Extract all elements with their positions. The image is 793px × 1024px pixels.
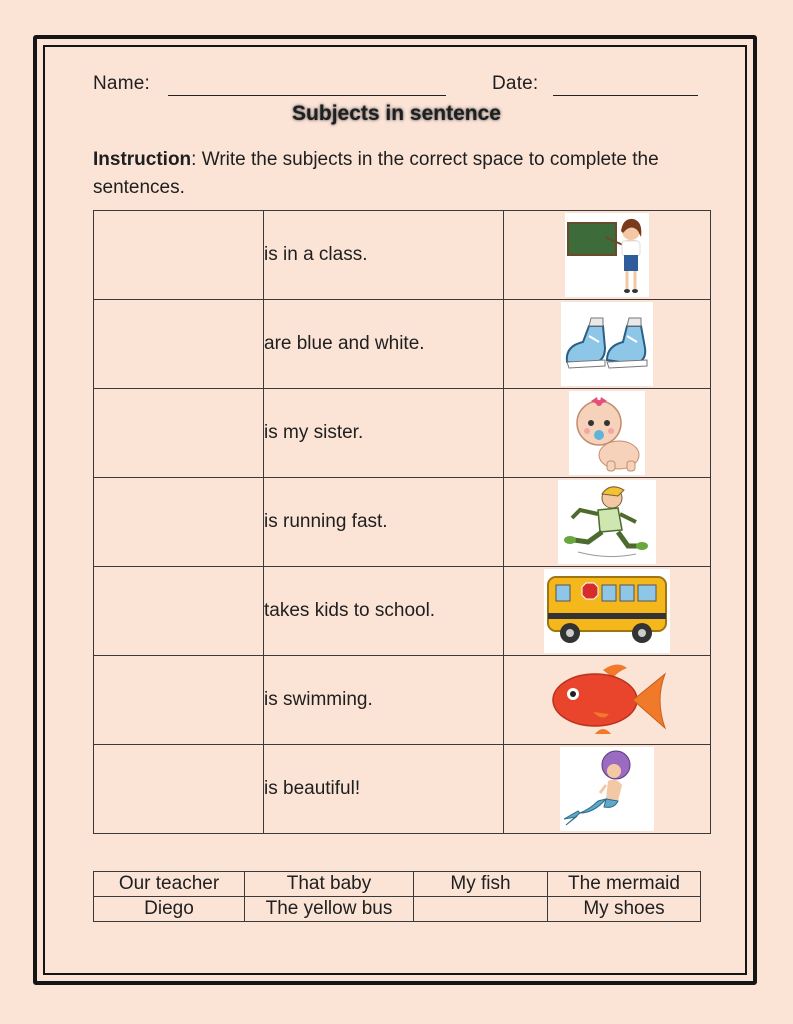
table-row (94, 211, 711, 300)
predicate-cell: are blue and white. (264, 300, 504, 389)
word-bank-item[interactable]: The yellow bus (245, 897, 414, 922)
subject-answer-cell[interactable] (94, 478, 264, 567)
table-row (94, 656, 711, 745)
picture-cell (504, 656, 711, 745)
subject-answer-cell[interactable] (94, 300, 264, 389)
table-row (94, 872, 701, 897)
shoes-icon (561, 302, 653, 386)
instruction-text (93, 146, 693, 202)
word-bank-item (414, 897, 548, 922)
picture-cell (504, 745, 711, 834)
subject-answer-cell[interactable] (94, 567, 264, 656)
name-label: Name: (93, 73, 150, 94)
name-field[interactable] (168, 95, 446, 96)
predicate-cell: is swimming. (264, 656, 504, 745)
running-boy-icon (558, 480, 656, 564)
word-bank-item[interactable]: The mermaid (548, 872, 701, 897)
word-bank-item[interactable]: My shoes (548, 897, 701, 922)
mermaid-icon (560, 747, 654, 831)
subject-answer-cell[interactable] (94, 745, 264, 834)
sentence-table (93, 210, 711, 834)
table-row (94, 478, 711, 567)
predicate-cell: is my sister. (264, 389, 504, 478)
date-label: Date: (492, 73, 539, 94)
date-field[interactable] (553, 95, 698, 96)
subject-answer-cell[interactable] (94, 656, 264, 745)
subject-answer-cell[interactable] (94, 211, 264, 300)
table-row (94, 745, 711, 834)
fish-icon (547, 658, 667, 742)
predicate-cell: is running fast. (264, 478, 504, 567)
subject-answer-cell[interactable] (94, 389, 264, 478)
word-bank-item[interactable]: Diego (94, 897, 245, 922)
picture-cell (504, 211, 711, 300)
word-bank-item[interactable]: My fish (414, 872, 548, 897)
predicate-cell: is in a class. (264, 211, 504, 300)
picture-cell (504, 300, 711, 389)
page-title: Subjects in sentence (292, 102, 501, 125)
picture-cell (504, 567, 711, 656)
table-row (94, 300, 711, 389)
table-row (94, 567, 711, 656)
school-bus-icon (544, 569, 670, 653)
word-bank-item[interactable]: That baby (245, 872, 414, 897)
predicate-cell: takes kids to school. (264, 567, 504, 656)
baby-icon (569, 391, 645, 475)
instruction-body: : Write the subjects in the correct space to complete the sentences. (93, 149, 659, 198)
word-bank-item[interactable]: Our teacher (94, 872, 245, 897)
table-row (94, 389, 711, 478)
predicate-cell: is beautiful! (264, 745, 504, 834)
word-bank (93, 871, 701, 922)
teacher-icon (565, 213, 649, 297)
instruction-label: Instruction (93, 149, 192, 170)
picture-cell (504, 478, 711, 567)
table-row (94, 897, 701, 922)
picture-cell (504, 389, 711, 478)
